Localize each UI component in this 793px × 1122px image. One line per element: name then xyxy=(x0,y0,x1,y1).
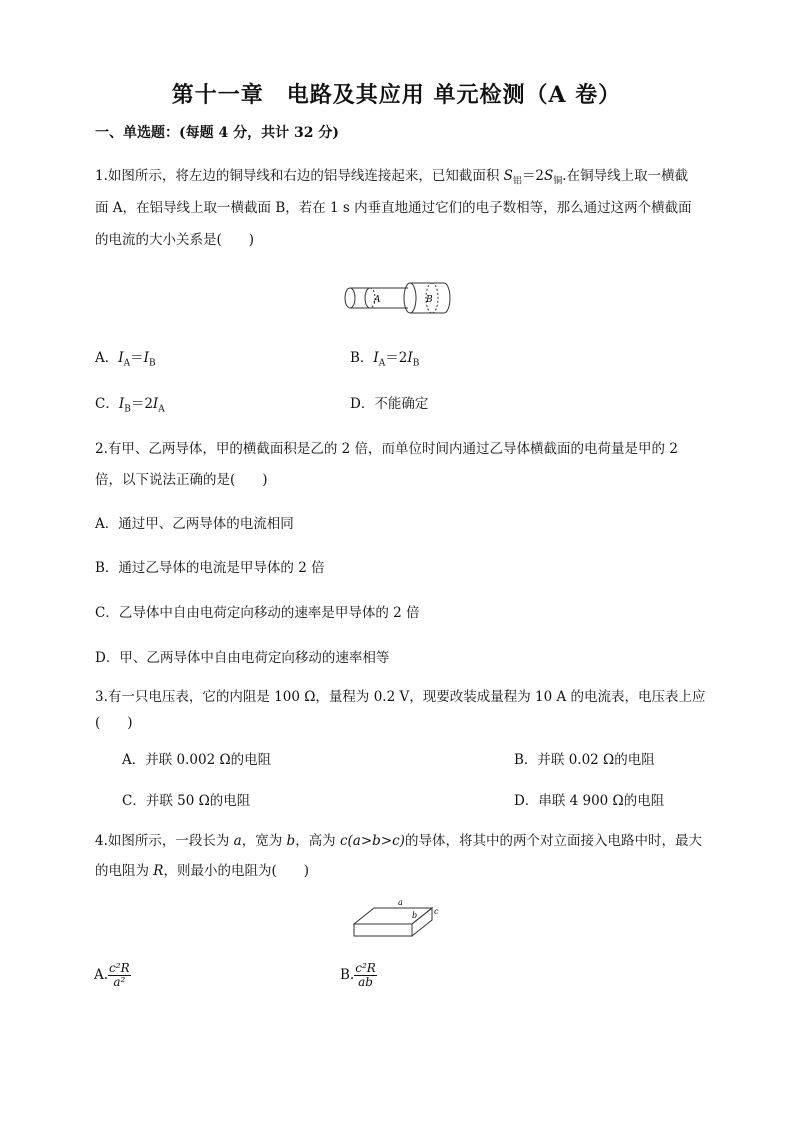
q2-option-b[interactable]: B．通过乙导体的电流是甲导体的 2 倍 xyxy=(95,560,325,576)
q4-opt-a-prefix: A. xyxy=(94,967,109,983)
q2-line1: 2.有甲、乙两导体，甲的横截面积是乙的 2 倍，而单位时间内通过乙导体横截面的电荷量是甲的 2 xyxy=(95,441,678,457)
q1-s-symbol: S xyxy=(503,168,513,184)
q1-opt-b-eq: ＝ xyxy=(385,350,399,366)
q4-opt-b-prefix: B. xyxy=(340,967,355,983)
q4-fig-label-c: c xyxy=(434,907,439,916)
q1-s-symbol-2: S xyxy=(544,168,554,184)
q1-opt-c-two: 2 xyxy=(144,396,153,412)
q1-fig-left-end xyxy=(345,288,355,308)
q1-opt-a-i1: I xyxy=(118,350,124,366)
q1-opt-a-sub1: A xyxy=(123,358,131,369)
q1-line3: 的电流的大小关系是( ) xyxy=(95,232,255,248)
q4-option-b[interactable] xyxy=(340,962,377,989)
q1-opt-b-sub1: A xyxy=(378,358,386,369)
q1-line1 xyxy=(95,164,688,187)
q1-sub-al: 铝 xyxy=(512,176,522,187)
q4-fig-label-a: a xyxy=(398,898,403,907)
q4-option-a[interactable] xyxy=(94,962,131,989)
q3-line2: ( ) xyxy=(95,715,133,731)
q2-option-a[interactable]: A．通过甲、乙两导体的电流相同 xyxy=(95,516,294,532)
q1-eq: ＝2 xyxy=(521,168,545,184)
q1-opt-c-prefix: C． xyxy=(95,396,119,412)
q2-line2: 倍，以下说法正确的是( ) xyxy=(95,472,268,488)
q4-fig-label-b: b xyxy=(412,911,418,920)
q1-option-a[interactable] xyxy=(95,346,156,369)
q4-line1 xyxy=(95,829,702,849)
q1-opt-b-i1: I xyxy=(373,350,379,366)
q4-condition: c(a>b>c) xyxy=(339,833,405,849)
q4-figure-block xyxy=(350,896,444,942)
q4-text-post: 的导体，将其中的两个对立面接入电路中时，最大 xyxy=(404,833,702,849)
q3-option-c[interactable]: C．并联 50 Ω的电阻 xyxy=(122,793,251,809)
q3-line1: 3.有一只电压表，它的内阻是 100 Ω，量程为 0.2 V，现要改装成量程为 10 A 的电流表，电压表上应 xyxy=(95,689,706,705)
q1-text: 1.如图所示，将左边的铜导线和右边的铝导线连接起来，已知截面积 xyxy=(95,168,504,184)
q3-option-a[interactable]: A．并联 0.002 Ω的电阻 xyxy=(122,752,272,768)
q4-text2-post: ，则最小的电阻为( ) xyxy=(163,863,310,879)
q1-option-b[interactable] xyxy=(350,346,419,369)
q1-line2: 面 A，在铝导线上取一横截面 B，若在 1 s 内垂直地通过它们的电子数相等，那么通过这两个横截面 xyxy=(95,200,692,216)
q4-line2 xyxy=(95,859,309,879)
q1-fig-label-a: A xyxy=(374,295,381,305)
q4-opt-a-fraction xyxy=(108,962,131,989)
q1-opt-a-prefix: A． xyxy=(95,350,119,366)
q3-option-b[interactable]: B．并联 0.02 Ω的电阻 xyxy=(514,752,655,768)
q4-text-pre: 4.如图所示，一段长为 xyxy=(95,833,234,849)
q4-text2-pre: 的电阻为 xyxy=(95,863,154,879)
q1-option-d[interactable]: D．不能确定 xyxy=(350,396,429,412)
q4-var-r: R xyxy=(153,863,164,879)
q4-opt-b-fraction xyxy=(354,962,377,989)
page-title: 第十一章 电路及其应用 单元检测（A 卷） xyxy=(171,82,622,108)
q4-var-b: b xyxy=(286,833,296,849)
q1-opt-a-eq: ＝ xyxy=(130,350,144,366)
q1-opt-c-i1: I xyxy=(118,396,125,412)
q1-opt-a-i2: I xyxy=(143,350,149,366)
q4-opt-a-numerator: c²R xyxy=(109,961,130,975)
q4-opt-b-denominator: ab xyxy=(358,975,373,989)
q1-opt-b-prefix: B． xyxy=(350,350,374,366)
q1-opt-b-two: 2 xyxy=(398,350,408,366)
q1-opt-c-i2: I xyxy=(152,396,159,412)
q3-option-d[interactable]: D．串联 4 900 Ω的电阻 xyxy=(514,793,665,809)
q1-sub-cu: 铜 xyxy=(553,176,563,187)
q1-opt-a-sub2: B xyxy=(148,358,156,369)
q1-opt-b-i2: I xyxy=(407,350,413,366)
section-header: 一、单选题：(每题 4 分，共计 32 分) xyxy=(95,125,339,141)
q1-figure-conductor xyxy=(338,278,456,318)
q4-text-height: ，高为 xyxy=(295,833,340,849)
q4-text-width: ，宽为 xyxy=(241,833,287,849)
q1-fig-label-b: B xyxy=(426,295,433,305)
q4-opt-a-denominator: a² xyxy=(113,975,126,989)
q4-var-a: a xyxy=(233,833,242,849)
q1-text-post: .在铜导线上取一横截 xyxy=(562,168,689,184)
q1-opt-c-sub1: B xyxy=(124,404,131,415)
q1-opt-c-eq: ＝ xyxy=(130,396,145,412)
q2-option-c[interactable]: C．乙导体中自由电荷定向移动的速率是甲导体的 2 倍 xyxy=(95,605,420,621)
q1-option-c[interactable] xyxy=(95,392,165,415)
q1-opt-c-sub2: A xyxy=(158,404,165,415)
q4-opt-b-numerator: c²R xyxy=(355,961,376,975)
q2-option-d[interactable]: D．甲、乙两导体中自由电荷定向移动的速率相等 xyxy=(95,650,390,666)
q1-opt-b-sub2: B xyxy=(412,358,420,369)
